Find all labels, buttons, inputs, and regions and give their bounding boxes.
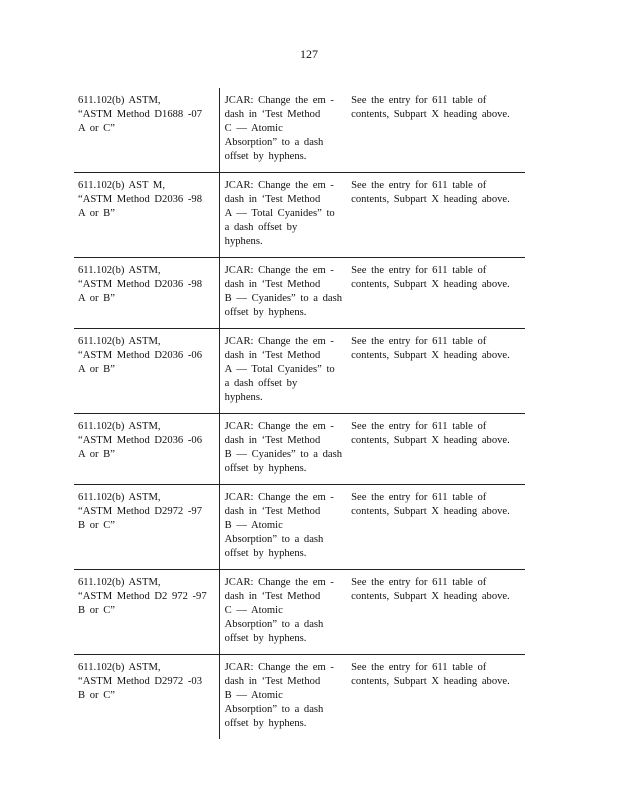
- cell-text-line: 611.102(b) ASTM,: [78, 662, 161, 673]
- cell-text-line: Absorption” to a dash: [224, 137, 324, 148]
- cross-reference-cell: [347, 258, 525, 329]
- cell-text-line: 611.102(b) ASTM,: [78, 265, 161, 276]
- jcar-change-cell: [219, 88, 347, 173]
- table-row: [74, 88, 525, 173]
- cross-reference-cell: [347, 570, 525, 655]
- cell-text-line: 611.102(b) ASTM,: [78, 421, 161, 432]
- table-row: [74, 414, 525, 485]
- cell-text-line: A or B”: [78, 449, 115, 460]
- cross-reference-cell: [347, 329, 525, 414]
- cell-text-line: contents, Subpart X heading above.: [351, 194, 510, 205]
- cell-text-line: a dash offset by: [224, 222, 298, 233]
- cell-text-line: See the entry for 611 table of: [351, 180, 487, 191]
- table-row: [74, 329, 525, 414]
- table-row: [74, 570, 525, 655]
- cell-text-line: B or C”: [78, 690, 115, 701]
- cell-text-line: “ASTM Method D2 972 -97: [78, 591, 207, 602]
- jcar-change-cell: [219, 655, 347, 740]
- cell-text-line: “ASTM Method D2972 -03: [78, 676, 202, 687]
- cell-text-line: offset by hyphens.: [224, 718, 307, 729]
- cell-text-line: See the entry for 611 table of: [351, 421, 487, 432]
- section-citation-cell: [74, 329, 219, 414]
- cell-text-line: JCAR: Change the em -: [224, 662, 334, 673]
- cell-text-line: 611.102(b) ASTM,: [78, 95, 161, 106]
- cell-text-line: JCAR: Change the em -: [224, 492, 334, 503]
- cell-text-line: JCAR: Change the em -: [224, 336, 334, 347]
- cell-text-line: B — Cyanides” to a dash: [224, 293, 343, 304]
- amendment-table-body: [74, 88, 525, 739]
- cell-text-line: See the entry for 611 table of: [351, 662, 487, 673]
- cell-text-line: offset by hyphens.: [224, 633, 307, 644]
- table-row: [74, 173, 525, 258]
- cell-text-line: JCAR: Change the em -: [224, 180, 334, 191]
- cell-text-line: offset by hyphens.: [224, 307, 307, 318]
- cell-text-line: “ASTM Method D1688 -07: [78, 109, 202, 120]
- cell-text-line: offset by hyphens.: [224, 548, 307, 559]
- cross-reference-cell: [347, 88, 525, 173]
- jcar-change-cell: [219, 570, 347, 655]
- cell-text-line: “ASTM Method D2036 -06: [78, 435, 202, 446]
- section-citation-cell: [74, 655, 219, 740]
- cell-text-line: JCAR: Change the em -: [224, 577, 334, 588]
- cell-text-line: contents, Subpart X heading above.: [351, 435, 510, 446]
- cell-text-line: hyphens.: [224, 236, 263, 247]
- cell-text-line: contents, Subpart X heading above.: [351, 109, 510, 120]
- table-row: [74, 655, 525, 740]
- table-row: [74, 485, 525, 570]
- cell-text-line: See the entry for 611 table of: [351, 265, 487, 276]
- cell-text-line: a dash offset by: [224, 378, 298, 389]
- cell-text-line: B — Atomic: [224, 520, 283, 531]
- cell-text-line: A or B”: [78, 293, 115, 304]
- cell-text-line: contents, Subpart X heading above.: [351, 591, 510, 602]
- cell-text-line: JCAR: Change the em -: [224, 421, 334, 432]
- section-citation-cell: [74, 173, 219, 258]
- page-number: 127: [300, 47, 318, 61]
- cell-text-line: contents, Subpart X heading above.: [351, 676, 510, 687]
- cell-text-line: contents, Subpart X heading above.: [351, 279, 510, 290]
- cell-text-line: JCAR: Change the em -: [224, 95, 334, 106]
- cell-text-line: B — Cyanides” to a dash: [224, 449, 343, 460]
- cell-text-line: dash in ‘Test Method: [224, 279, 321, 290]
- cell-text-line: 611.102(b) ASTM,: [78, 336, 161, 347]
- cell-text-line: A or C”: [78, 123, 115, 134]
- cell-text-line: 611.102(b) ASTM,: [78, 492, 161, 503]
- cross-reference-cell: [347, 655, 525, 740]
- cell-text-line: contents, Subpart X heading above.: [351, 350, 510, 361]
- section-citation-cell: [74, 88, 219, 173]
- amendment-table: [74, 88, 525, 739]
- cell-text-line: A or B”: [78, 364, 115, 375]
- cell-text-line: dash in ‘Test Method: [224, 109, 321, 120]
- cross-reference-cell: [347, 414, 525, 485]
- cell-text-line: C — Atomic: [224, 605, 283, 616]
- cell-text-line: A or B”: [78, 208, 115, 219]
- cell-text-line: offset by hyphens.: [224, 463, 307, 474]
- cell-text-line: 611.102(b) ASTM,: [78, 577, 161, 588]
- cell-text-line: See the entry for 611 table of: [351, 95, 487, 106]
- cell-text-line: dash in ‘Test Method: [224, 435, 321, 446]
- cell-text-line: See the entry for 611 table of: [351, 336, 487, 347]
- cell-text-line: C — Atomic: [224, 123, 283, 134]
- cross-reference-cell: [347, 485, 525, 570]
- jcar-change-cell: [219, 485, 347, 570]
- cell-text-line: See the entry for 611 table of: [351, 577, 487, 588]
- cell-text-line: Absorption” to a dash: [224, 704, 324, 715]
- cell-text-line: dash in ‘Test Method: [224, 194, 321, 205]
- cell-text-line: A — Total Cyanides” to: [224, 208, 335, 219]
- section-citation-cell: [74, 414, 219, 485]
- cell-text-line: “ASTM Method D2036 -06: [78, 350, 202, 361]
- cell-text-line: contents, Subpart X heading above.: [351, 506, 510, 517]
- table-row: [74, 258, 525, 329]
- cell-text-line: JCAR: Change the em -: [224, 265, 334, 276]
- cell-text-line: 611.102(b) AST M,: [78, 180, 165, 191]
- cross-reference-cell: [347, 173, 525, 258]
- cell-text-line: A — Total Cyanides” to: [224, 364, 335, 375]
- cell-text-line: B — Atomic: [224, 690, 283, 701]
- cell-text-line: “ASTM Method D2036 -98: [78, 194, 202, 205]
- cell-text-line: B or C”: [78, 605, 115, 616]
- jcar-change-cell: [219, 329, 347, 414]
- cell-text-line: Absorption” to a dash: [224, 534, 324, 545]
- cell-text-line: dash in ‘Test Method: [224, 506, 321, 517]
- jcar-change-cell: [219, 258, 347, 329]
- cell-text-line: See the entry for 611 table of: [351, 492, 487, 503]
- cell-text-line: Absorption” to a dash: [224, 619, 324, 630]
- cell-text-line: dash in ‘Test Method: [224, 591, 321, 602]
- cell-text-line: dash in ‘Test Method: [224, 350, 321, 361]
- section-citation-cell: [74, 570, 219, 655]
- cell-text-line: offset by hyphens.: [224, 151, 307, 162]
- jcar-change-cell: [219, 414, 347, 485]
- section-citation-cell: [74, 485, 219, 570]
- cell-text-line: “ASTM Method D2036 -98: [78, 279, 202, 290]
- cell-text-line: “ASTM Method D2972 -97: [78, 506, 202, 517]
- cell-text-line: dash in ‘Test Method: [224, 676, 321, 687]
- cell-text-line: B or C”: [78, 520, 115, 531]
- jcar-change-cell: [219, 173, 347, 258]
- cell-text-line: hyphens.: [224, 392, 263, 403]
- section-citation-cell: [74, 258, 219, 329]
